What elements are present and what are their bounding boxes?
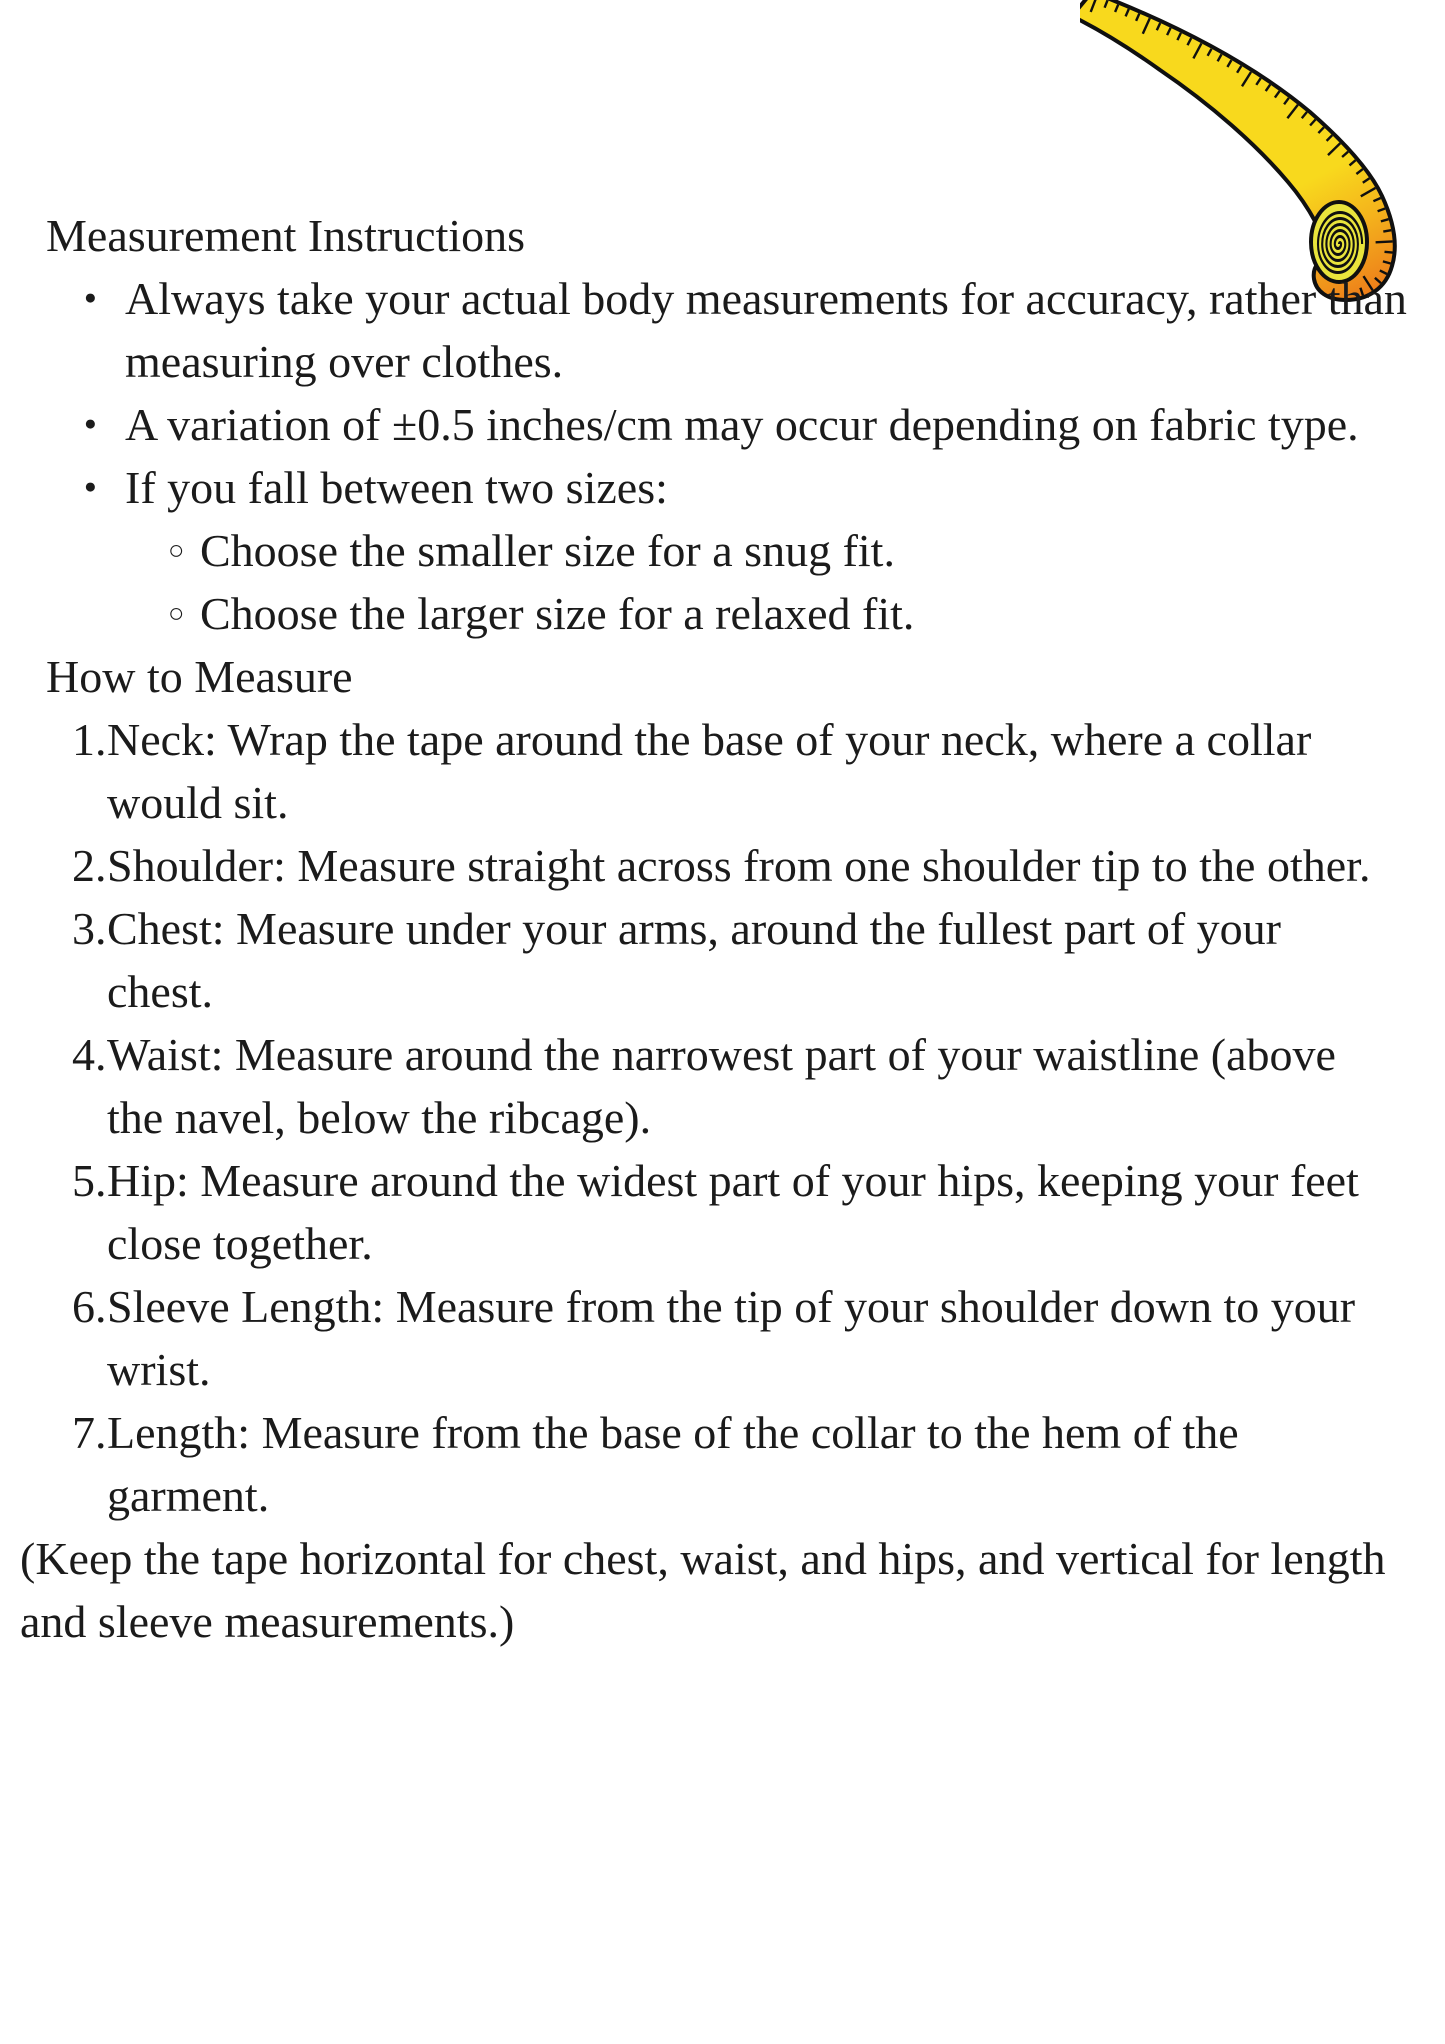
sub-bullet-item: ○ Choose the smaller size for a snug fit.	[200, 519, 1425, 582]
document-body	[20, 204, 1425, 1653]
measuring-note: (Keep the tape horizontal for chest, waist, and hips, and vertical for length and sleeve measurements.)	[20, 1533, 1386, 1647]
steps-list	[20, 708, 1385, 1527]
bullet-item: ● Always take your actual body measurements for accuracy, rather than measuring over clothes.	[125, 267, 1425, 393]
bullet-item: ● If you fall between two sizes: ○ Choose the smaller size for a snug fit. ○ Choose the larger size for a relaxed fit.	[125, 456, 1425, 645]
step-item: Waist: Measure around the narrowest part of your waistline (above the navel, below the ribcage).	[107, 1029, 1336, 1143]
step-item: Length: Measure from the base of the collar to the hem of the garment.	[107, 1407, 1239, 1521]
sub-bullets	[125, 519, 1425, 645]
bullet-item: ● A variation of ±0.5 inches/cm may occur depending on fabric type.	[125, 393, 1425, 456]
instruction-bullets	[20, 267, 1425, 645]
step-item: Neck: Wrap the tape around the base of your neck, where a collar would sit.	[107, 714, 1312, 828]
sub-bullet-item: ○ Choose the larger size for a relaxed fit.	[200, 582, 1425, 645]
step-item: Chest: Measure under your arms, around the fullest part of your chest.	[107, 903, 1281, 1017]
step-item: Shoulder: Measure straight across from one shoulder tip to the other.	[107, 840, 1371, 891]
step-item: Sleeve Length: Measure from the tip of your shoulder down to your wrist.	[107, 1281, 1356, 1395]
step-item: Hip: Measure around the widest part of your hips, keeping your feet close together.	[107, 1155, 1359, 1269]
section-heading-how-to-measure: How to Measure	[46, 651, 353, 702]
section-heading-measurement-instructions: Measurement Instructions	[46, 210, 526, 261]
